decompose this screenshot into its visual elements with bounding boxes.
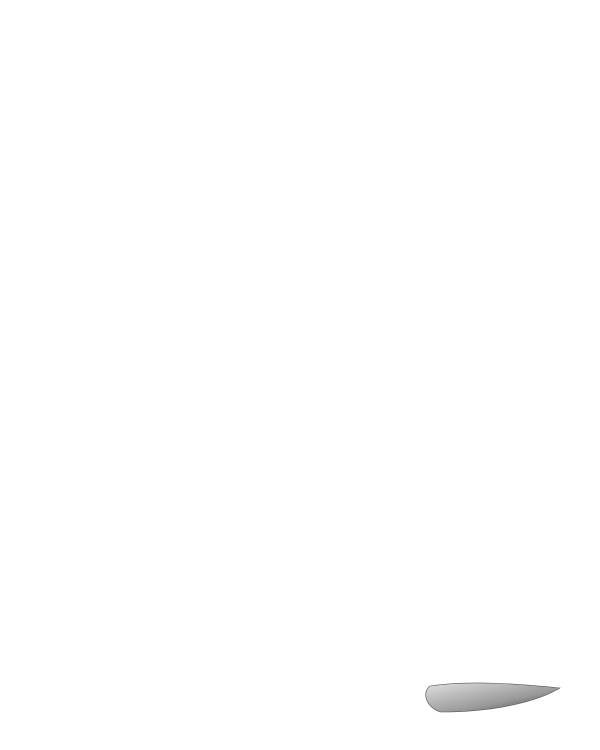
top-leaf-border-icon (0, 33, 600, 61)
page-number (440, 680, 480, 710)
bottom-leaf-border-icon (0, 678, 600, 718)
text-content (84, 66, 516, 69)
